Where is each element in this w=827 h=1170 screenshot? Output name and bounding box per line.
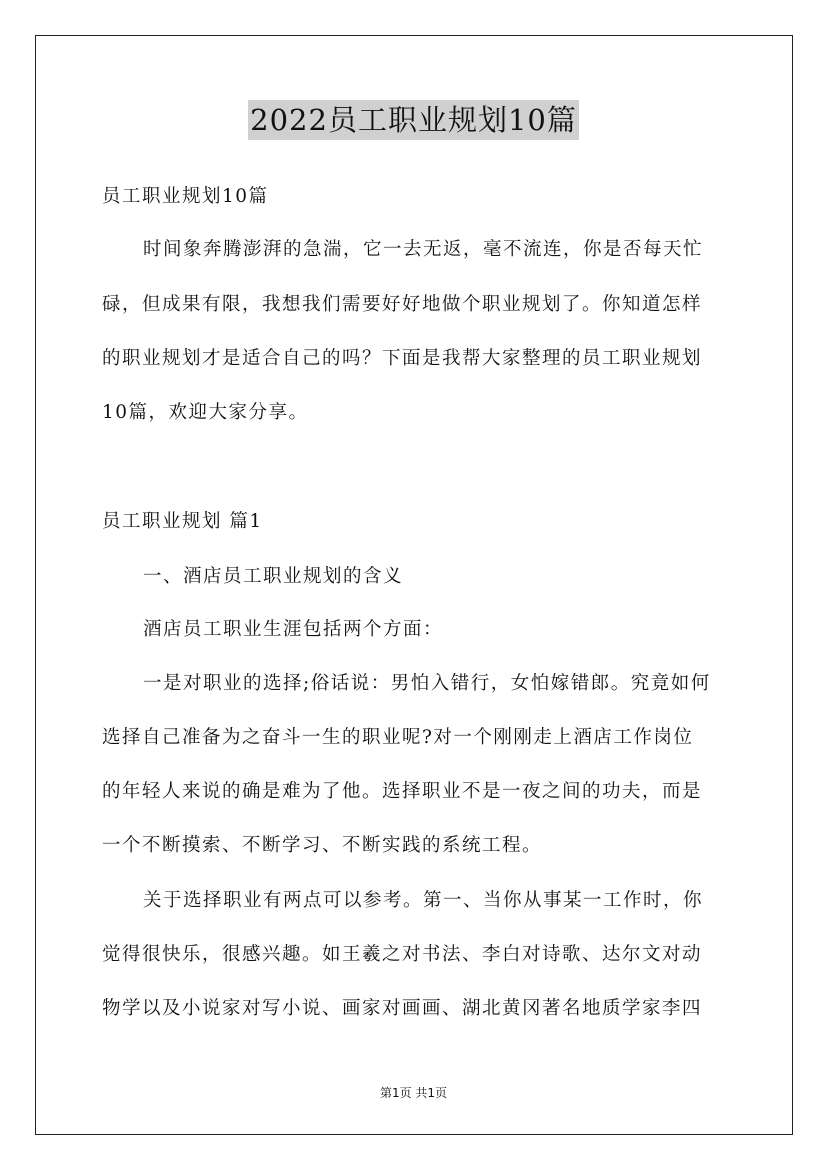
section-heading: 员工职业规划 篇1 — [102, 511, 263, 532]
paragraph-line: 物学以及小说家对写小说、画家对画画、湖北黄冈著名地质学家李四 — [102, 998, 703, 1019]
page-title: 2022员工职业规划10篇 — [248, 100, 579, 140]
paragraph-line: 一个不断摸索、不断学习、不断实践的系统工程。 — [102, 835, 543, 856]
subtitle: 员工职业规划10篇 — [102, 186, 269, 207]
paragraph-line: 一是对职业的选择;俗话说：男怕入错行，女怕嫁错郎。究竟如何 — [143, 673, 711, 694]
page-footer: 第1页 共1页 — [379, 1086, 448, 1100]
intro-line: 时间象奔腾澎湃的急湍，它一去无返，毫不流连，你是否每天忙 — [143, 239, 704, 260]
title-wrap — [0, 100, 827, 140]
paragraph-line: 酒店员工职业生涯包括两个方面： — [143, 619, 444, 640]
intro-line: 碌，但成果有限，我想我们需要好好地做个职业规划了。你知道怎样 — [102, 294, 703, 315]
paragraph-line: 选择自己准备为之奋斗一生的职业呢?对一个刚刚走上酒店工作岗位 — [102, 727, 694, 748]
intro-line: 的职业规划才是适合自己的吗？下面是我帮大家整理的员工职业规划 — [102, 348, 703, 369]
paragraph-line: 觉得很快乐，很感兴趣。如王羲之对书法、李白对诗歌、达尔文对动 — [102, 944, 703, 965]
section-subheading: 一、酒店员工职业规划的含义 — [143, 566, 404, 587]
intro-line: 10篇，欢迎大家分享。 — [102, 402, 309, 423]
paragraph-line: 关于选择职业有两点可以参考。第一、当你从事某一工作时，你 — [143, 890, 704, 911]
paragraph-line: 的年轻人来说的确是难为了他。选择职业不是一夜之间的功夫，而是 — [102, 781, 703, 802]
